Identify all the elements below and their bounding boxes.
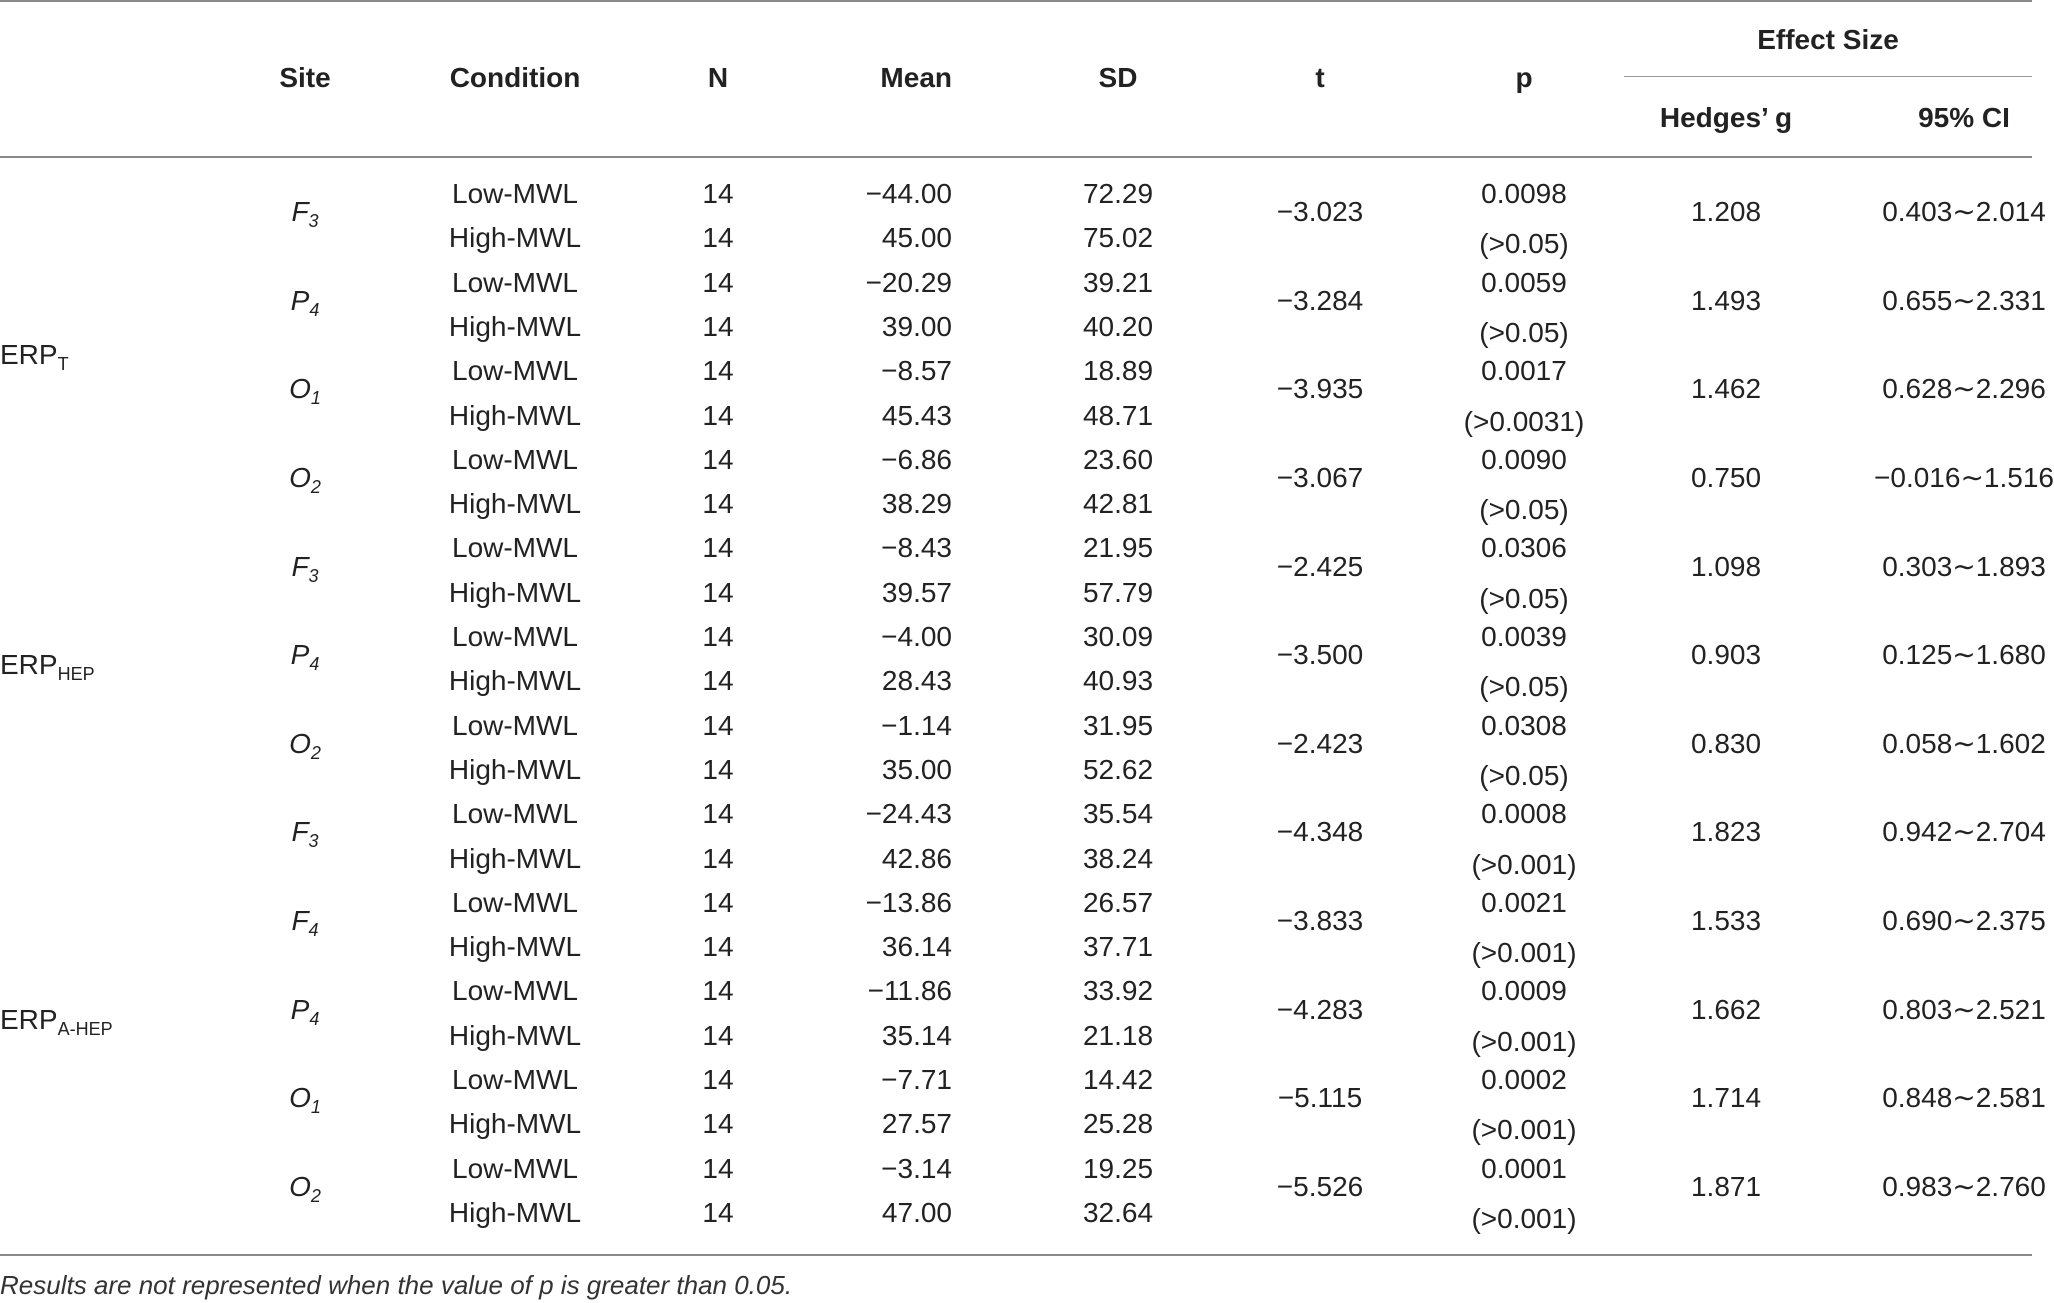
ci-cell: 0.942∼2.704 [1882, 816, 2046, 848]
ci-cell: 0.655∼2.331 [1882, 284, 2046, 316]
group-label [0, 649, 95, 685]
sd-cell: 72.29 [1082, 178, 1154, 209]
site-letter: O [289, 1170, 311, 1202]
sd-cell: 26.57 [1082, 886, 1154, 918]
mean-cell: −8.43 [881, 532, 952, 564]
header-hedges-g: Hedges’ g [1659, 102, 1793, 133]
condition-cell: Low-MWL [451, 975, 579, 1007]
condition-cell: High-MWL [448, 842, 582, 874]
condition-cell: High-MWL [448, 310, 582, 342]
n-cell: 14 [702, 178, 734, 209]
sd-cell: 25.28 [1082, 1108, 1154, 1140]
t-cell: −5.115 [1277, 1082, 1363, 1114]
mean-cell: 28.43 [881, 665, 952, 697]
condition-cell: High-MWL [448, 931, 582, 963]
sd-cell: 57.79 [1082, 576, 1154, 608]
sd-cell: 14.42 [1082, 1064, 1154, 1095]
mean-cell: −4.00 [881, 621, 952, 652]
p-cell: 0.0306 [1481, 532, 1567, 564]
hedges-g-cell: 1.098 [1690, 550, 1762, 582]
mean-cell: −20.29 [865, 266, 952, 298]
condition-cell: Low-MWL [451, 178, 579, 209]
sd-cell: 18.89 [1082, 355, 1154, 387]
ci-cell: 0.125∼1.680 [1882, 639, 2046, 671]
group-subscript: A-HEP [57, 1018, 113, 1039]
ci-cell: 0.848∼2.581 [1882, 1082, 2046, 1114]
p-cell: 0.0008 [1481, 798, 1567, 830]
mean-cell: 39.00 [881, 310, 952, 342]
p-cell: 0.0021 [1481, 886, 1567, 918]
sd-cell: 39.21 [1082, 266, 1154, 298]
p-cell: 0.0059 [1481, 266, 1567, 298]
condition-cell: Low-MWL [451, 798, 579, 830]
n-cell: 14 [702, 975, 734, 1007]
site-subscript: 2 [310, 742, 321, 763]
hedges-g-cell: 1.871 [1690, 1170, 1762, 1202]
n-cell: 14 [702, 886, 734, 918]
site-subscript: 2 [310, 1185, 321, 1206]
t-cell: −3.067 [1276, 461, 1364, 493]
mean-cell: 35.14 [881, 1019, 952, 1051]
header-mean: Mean [880, 62, 952, 93]
p-note-cell: (>0.0031) [1463, 405, 1585, 437]
site-subscript: 3 [308, 565, 319, 586]
site-subscript: 4 [309, 1008, 320, 1029]
ci-cell: 0.058∼1.602 [1882, 727, 2046, 759]
header-effect-size: Effect Size [1757, 24, 1899, 55]
n-cell: 14 [702, 266, 734, 298]
n-cell: 14 [702, 753, 734, 785]
header-bottom-rule [0, 156, 2032, 158]
hedges-g-cell: 1.493 [1690, 284, 1762, 316]
mean-cell: 38.29 [881, 488, 952, 520]
site-letter: F [291, 196, 309, 228]
mean-cell: 45.43 [881, 399, 952, 431]
n-cell: 14 [702, 488, 734, 520]
n-cell: 14 [702, 532, 734, 564]
mean-cell: 35.00 [881, 753, 952, 785]
site-subscript: 4 [309, 299, 320, 320]
sd-cell: 32.64 [1082, 1196, 1154, 1228]
p-note-cell: (>0.001) [1471, 1114, 1577, 1146]
sd-cell: 40.20 [1082, 310, 1154, 342]
header-condition: Condition [449, 62, 581, 93]
sd-cell: 21.18 [1082, 1019, 1154, 1051]
ci-cell: −0.016∼1.516 [1874, 461, 2054, 493]
site-letter: O [289, 461, 311, 493]
site-label [291, 904, 319, 940]
t-cell: −4.283 [1276, 993, 1364, 1025]
site-letter: O [289, 1082, 311, 1114]
condition-cell: Low-MWL [451, 443, 579, 475]
sd-cell: 21.95 [1082, 532, 1154, 564]
header-t: t [1315, 62, 1325, 93]
t-cell: −4.348 [1276, 816, 1364, 848]
n-cell: 14 [702, 355, 734, 387]
sd-cell: 37.71 [1082, 931, 1154, 963]
mean-cell: −6.86 [881, 443, 952, 475]
condition-cell: High-MWL [448, 1108, 582, 1140]
n-cell: 14 [702, 621, 734, 652]
t-cell: −5.526 [1276, 1170, 1364, 1202]
n-cell: 14 [702, 576, 734, 608]
site-letter: P [290, 993, 310, 1025]
t-cell: −3.023 [1276, 196, 1364, 228]
p-note-cell: (>0.001) [1471, 848, 1577, 880]
condition-cell: High-MWL [448, 399, 582, 431]
condition-cell: Low-MWL [451, 266, 579, 298]
header-site: Site [279, 62, 331, 93]
hedges-g-cell: 1.533 [1690, 904, 1762, 936]
group-name: ERP [0, 649, 58, 681]
site-letter: F [291, 816, 309, 848]
condition-cell: High-MWL [448, 665, 582, 697]
sd-cell: 31.95 [1082, 709, 1154, 741]
t-cell: −3.935 [1276, 373, 1364, 405]
site-letter: P [290, 284, 310, 316]
n-cell: 14 [702, 1196, 734, 1228]
sd-cell: 52.62 [1082, 753, 1154, 785]
mean-cell: −7.71 [881, 1064, 952, 1095]
p-cell: 0.0009 [1481, 975, 1567, 1007]
p-note-cell: (>0.05) [1479, 494, 1569, 526]
header-p: p [1515, 62, 1533, 93]
mean-cell: −1.14 [881, 709, 952, 741]
condition-cell: Low-MWL [451, 532, 579, 564]
sd-cell: 48.71 [1082, 399, 1154, 431]
p-note-cell: (>0.05) [1479, 671, 1569, 703]
p-note-cell: (>0.001) [1471, 1025, 1577, 1057]
ci-cell: 0.303∼1.893 [1882, 550, 2046, 582]
site-label [291, 196, 319, 232]
p-note-cell: (>0.001) [1471, 937, 1577, 969]
p-cell: 0.0308 [1481, 709, 1567, 741]
n-cell: 14 [702, 798, 734, 830]
n-cell: 14 [702, 443, 734, 475]
sd-cell: 35.54 [1082, 798, 1154, 830]
p-cell: 0.0002 [1481, 1064, 1567, 1095]
n-cell: 14 [702, 1152, 734, 1184]
sd-cell: 38.24 [1082, 842, 1154, 874]
site-letter: F [291, 550, 309, 582]
site-subscript: 2 [310, 476, 321, 497]
site-label [289, 461, 321, 497]
site-subscript: 4 [308, 919, 319, 940]
hedges-g-cell: 1.462 [1690, 373, 1762, 405]
n-cell: 14 [702, 222, 734, 254]
n-cell: 14 [702, 931, 734, 963]
p-cell: 0.0039 [1481, 621, 1567, 652]
n-cell: 14 [702, 1019, 734, 1051]
n-cell: 14 [702, 709, 734, 741]
t-cell: −3.500 [1276, 639, 1364, 671]
condition-cell: Low-MWL [451, 1152, 579, 1184]
group-label [0, 1003, 113, 1039]
mean-cell: 27.57 [881, 1108, 952, 1140]
group-name: ERP [0, 339, 58, 371]
condition-cell: Low-MWL [451, 709, 579, 741]
condition-cell: High-MWL [448, 222, 582, 254]
hedges-g-cell: 1.662 [1690, 993, 1762, 1025]
mean-cell: 42.86 [881, 842, 952, 874]
group-label [0, 339, 69, 375]
site-letter: P [290, 639, 310, 671]
mean-cell: 45.00 [881, 222, 952, 254]
sd-cell: 40.93 [1082, 665, 1154, 697]
mean-cell: −13.86 [865, 886, 952, 918]
ci-cell: 0.628∼2.296 [1882, 373, 2046, 405]
mean-cell: 47.00 [881, 1196, 952, 1228]
site-label [290, 284, 320, 320]
hedges-g-cell: 0.750 [1690, 461, 1762, 493]
site-label [289, 1082, 321, 1118]
hedges-g-cell: 1.823 [1690, 816, 1762, 848]
header-ci: 95% CI [1918, 102, 2010, 133]
hedges-g-cell: 0.903 [1690, 639, 1762, 671]
condition-cell: Low-MWL [451, 1064, 579, 1095]
condition-cell: Low-MWL [451, 621, 579, 652]
n-cell: 14 [702, 310, 734, 342]
site-label [291, 550, 319, 586]
site-subscript: 1 [310, 1097, 321, 1118]
condition-cell: High-MWL [448, 1196, 582, 1228]
mean-cell: −44.00 [865, 178, 952, 209]
n-cell: 14 [702, 665, 734, 697]
group-subscript: T [57, 354, 69, 375]
t-cell: −2.423 [1276, 727, 1364, 759]
site-letter: O [289, 373, 311, 405]
condition-cell: High-MWL [448, 488, 582, 520]
condition-cell: Low-MWL [451, 355, 579, 387]
group-subscript: HEP [57, 664, 95, 685]
sd-cell: 75.02 [1082, 222, 1154, 254]
p-note-cell: (>0.05) [1479, 316, 1569, 348]
n-cell: 14 [702, 842, 734, 874]
t-cell: −3.284 [1276, 284, 1364, 316]
site-letter: F [291, 904, 309, 936]
mean-cell: −8.57 [881, 355, 952, 387]
p-cell: 0.0001 [1481, 1152, 1567, 1184]
site-letter: O [289, 727, 311, 759]
condition-cell: High-MWL [448, 576, 582, 608]
site-label [289, 727, 321, 763]
p-cell: 0.0017 [1481, 355, 1567, 387]
condition-cell: High-MWL [448, 753, 582, 785]
t-cell: −2.425 [1276, 550, 1364, 582]
site-label [289, 373, 321, 409]
condition-cell: High-MWL [448, 1019, 582, 1051]
p-note-cell: (>0.001) [1471, 1202, 1577, 1234]
p-cell: 0.0090 [1481, 443, 1567, 475]
n-cell: 14 [702, 399, 734, 431]
mean-cell: −24.43 [865, 798, 952, 830]
site-subscript: 4 [309, 654, 320, 675]
p-note-cell: (>0.05) [1479, 228, 1569, 260]
condition-cell: Low-MWL [451, 886, 579, 918]
site-subscript: 3 [308, 831, 319, 852]
table-footnote: Results are not represented when the value of p is greater than 0.05. [0, 1270, 793, 1300]
mean-cell: 36.14 [881, 931, 952, 963]
sd-cell: 19.25 [1082, 1152, 1154, 1184]
table-bottom-rule [0, 1254, 2032, 1256]
mean-cell: 39.57 [881, 576, 952, 608]
n-cell: 14 [702, 1064, 734, 1095]
header-sd: SD [1098, 62, 1138, 93]
p-note-cell: (>0.05) [1479, 759, 1569, 791]
ci-cell: 0.403∼2.014 [1882, 196, 2046, 228]
ci-cell: 0.690∼2.375 [1882, 904, 2046, 936]
sd-cell: 30.09 [1082, 621, 1154, 652]
site-subscript: 1 [310, 388, 321, 409]
hedges-g-cell: 1.714 [1690, 1082, 1762, 1114]
site-subscript: 3 [308, 211, 319, 232]
site-label [290, 639, 320, 675]
sd-cell: 33.92 [1082, 975, 1154, 1007]
hedges-g-cell: 0.830 [1690, 727, 1762, 759]
ci-cell: 0.803∼2.521 [1882, 993, 2046, 1025]
site-label [289, 1170, 321, 1206]
site-label [291, 816, 319, 852]
p-cell: 0.0098 [1481, 178, 1567, 209]
group-name: ERP [0, 1003, 58, 1035]
effect-size-underline [1624, 76, 2032, 77]
sd-cell: 42.81 [1082, 488, 1154, 520]
sd-cell: 23.60 [1082, 443, 1154, 475]
hedges-g-cell: 1.208 [1690, 196, 1762, 228]
p-note-cell: (>0.05) [1479, 582, 1569, 614]
table-top-rule [0, 0, 2032, 2]
t-cell: −3.833 [1276, 904, 1364, 936]
mean-cell: −3.14 [881, 1152, 952, 1184]
n-cell: 14 [702, 1108, 734, 1140]
header-n: N [707, 62, 729, 93]
ci-cell: 0.983∼2.760 [1882, 1170, 2046, 1202]
site-label [290, 993, 320, 1029]
mean-cell: −11.86 [867, 975, 952, 1007]
